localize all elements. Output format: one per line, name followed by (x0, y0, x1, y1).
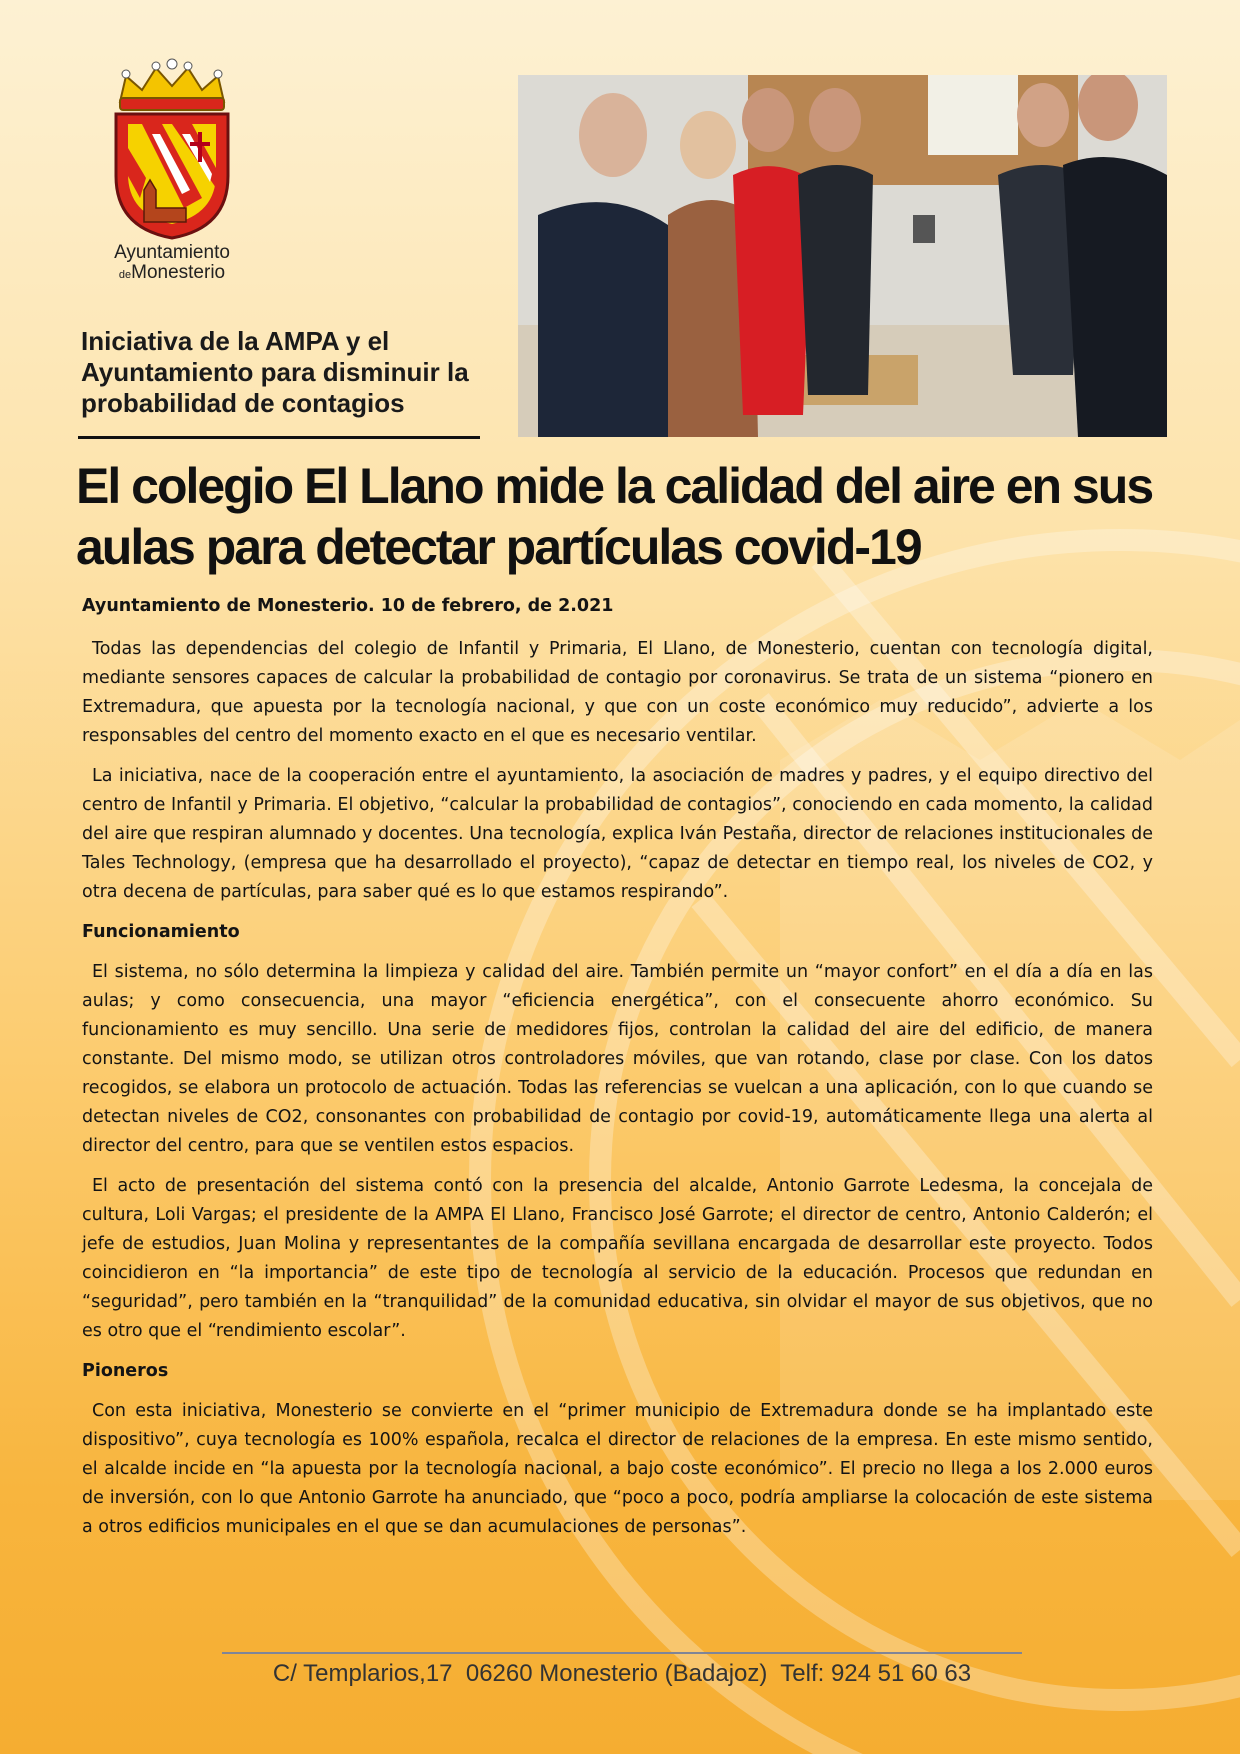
article-byline: Ayuntamiento de Monesterio. 10 de febrero, de 2.021 (82, 596, 614, 616)
article-photo (518, 75, 1167, 437)
coat-of-arms-icon (106, 58, 238, 240)
section-heading-funcionamiento: Funcionamiento (82, 922, 240, 942)
logo-text-line1: Ayuntamiento (114, 242, 230, 263)
section-heading-pioneros: Pioneros (82, 1361, 169, 1381)
group-photo-icon (518, 75, 1167, 437)
kicker-divider (78, 436, 480, 439)
footer-divider (222, 1652, 1022, 1654)
logo-text-line2 (92, 264, 252, 284)
footer-address: C/ Templarios,17 06260 Monesterio (Badajoz) Telf: 924 51 60 63 (272, 1660, 972, 1687)
article-headline: El colegio El Llano mide la calidad del aire en sus aulas para detectar partículas covid-19 (76, 458, 1153, 575)
logo-text-de: de (118, 269, 132, 281)
logo-text-name: Monesterio (131, 262, 226, 283)
article-body (82, 592, 1153, 1553)
paragraph: La iniciativa, nace de la cooperación entre el ayuntamiento, la asociación de madres y padres, y el equipo directivo del centro de Infantil y Primaria. El objetivo, “calcular la probabilidad de contagios”, conociendo en cada momento, la calidad del aire que respiran alumnado y docentes. Una tecnología, explica Iván Pestaña, director de relaciones institucionales de Tales Technology, (empresa que ha desarrollado el proyecto), “capaz de detectar en tiempo real, los niveles de CO2, y otra decena de partículas, para saber qué es lo que estamos respirando”. (82, 766, 1153, 902)
municipal-logo (92, 58, 252, 298)
paragraph: El sistema, no sólo determina la limpieza y calidad del aire. También permite un “mayor confort” en el día a día en las aulas; y como consecuencia, una mayor “eficiencia energética”, con el consecuente ahorro económico. Su funcionamiento es muy sencillo. Una serie de medidores fijos, controlan la calidad del aire del edificio, de manera constante. Del mismo modo, se utilizan otros controladores móviles, que van rotando, clase por clase. Con los datos recogidos, se elabora un protocolo de actuación. Todas las referencias se vuelcan a una aplicación, con lo que cuando se detectan niveles de CO2, consonantes con probabilidad de contagio por covid-19, automáticamente llega una alerta al director del centro, para que se ventilen estos espacios. (82, 962, 1153, 1156)
paragraph: Todas las dependencias del colegio de Infantil y Primaria, El Llano, de Monesterio, cuentan con tecnología digital, mediante sensores capaces de calcular la probabilidad de contagio por coronavirus. Se trata de un sistema “pionero en Extremadura, que apuesta por la tecnología nacional, y que con un coste económico muy reducido”, advierte a los responsables del centro del momento exacto en el que es necesario ventilar. (82, 639, 1153, 746)
paragraph: El acto de presentación del sistema contó con la presencia del alcalde, Antonio Garrote Ledesma, la concejala de cultura, Loli Vargas; el presidente de la AMPA El Llano, Francisco José Garrote; el director de centro, Antonio Calderón; el jefe de estudios, Juan Molina y representantes de la compañía sevillana encargada de desarrollar este proyecto. Todos coincidieron en “la importancia” de este tipo de tecnología al servicio de la educación. Procesos que redundan en “seguridad”, pero también en la “tranquilidad” de la comunidad educativa, sin olvidar el mayor de sus objetivos, que no es otro que el “rendimiento escolar”. (82, 1176, 1153, 1341)
article-kicker: Iniciativa de la AMPA y el Ayuntamiento para disminuir la probabilidad de contagios (81, 326, 469, 418)
paragraph: Con esta iniciativa, Monesterio se convierte en el “primer municipio de Extremadura donde se ha implantado este dispositivo”, cuya tecnología es 100% española, recalca el director de relaciones de la empresa. En este mismo sentido, el alcalde incide en “la apuesta por la tecnología nacional, a bajo coste económico”. El precio no llega a los 2.000 euros de inversión, con lo que Antonio Garrote ha anunciado, que “poco a poco, podría ampliarse la colocación de este sistema a otros edificios municipales en el que se dan acumulaciones de personas”. (82, 1401, 1153, 1537)
